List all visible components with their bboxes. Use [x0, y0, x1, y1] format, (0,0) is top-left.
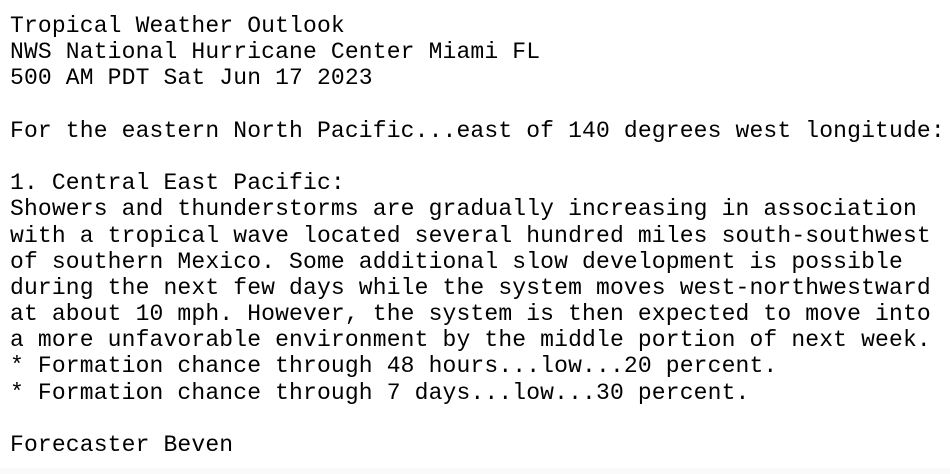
section-heading: 1. Central East Pacific:: [10, 170, 345, 197]
blank-line: [10, 92, 946, 118]
blank-line: [10, 406, 946, 432]
region-header: For the eastern North Pacific...east of 140 degrees west longitude:: [10, 117, 945, 144]
blank-line: [10, 144, 946, 170]
discussion-line: with a tropical wave located several hundred miles south-southwest: [10, 222, 931, 249]
formation-chance-48hr: * Formation chance through 48 hours...low...20 percent.: [10, 353, 778, 380]
discussion-line: of southern Mexico. Some additional slow development is possible: [10, 248, 903, 275]
issuing-office: NWS National Hurricane Center Miami FL: [10, 39, 541, 66]
discussion-line: during the next few days while the system moves west-northwestward: [10, 274, 931, 301]
bulletin-title: Tropical Weather Outlook: [10, 13, 345, 39]
discussion-line: a more unfavorable environment by the middle portion of next week.: [10, 327, 931, 354]
formation-chance-7day: * Formation chance through 7 days...low...30 percent.: [10, 379, 750, 406]
issue-time: 500 AM PDT Sat Jun 17 2023: [10, 65, 373, 92]
forecaster-signature: Forecaster Beven: [10, 432, 234, 458]
page-bottom-edge: [0, 468, 950, 474]
discussion-line: Showers and thunderstorms are gradually increasing in association: [10, 196, 917, 223]
discussion-line: at about 10 mph. However, the system is then expected to move into: [10, 301, 931, 328]
